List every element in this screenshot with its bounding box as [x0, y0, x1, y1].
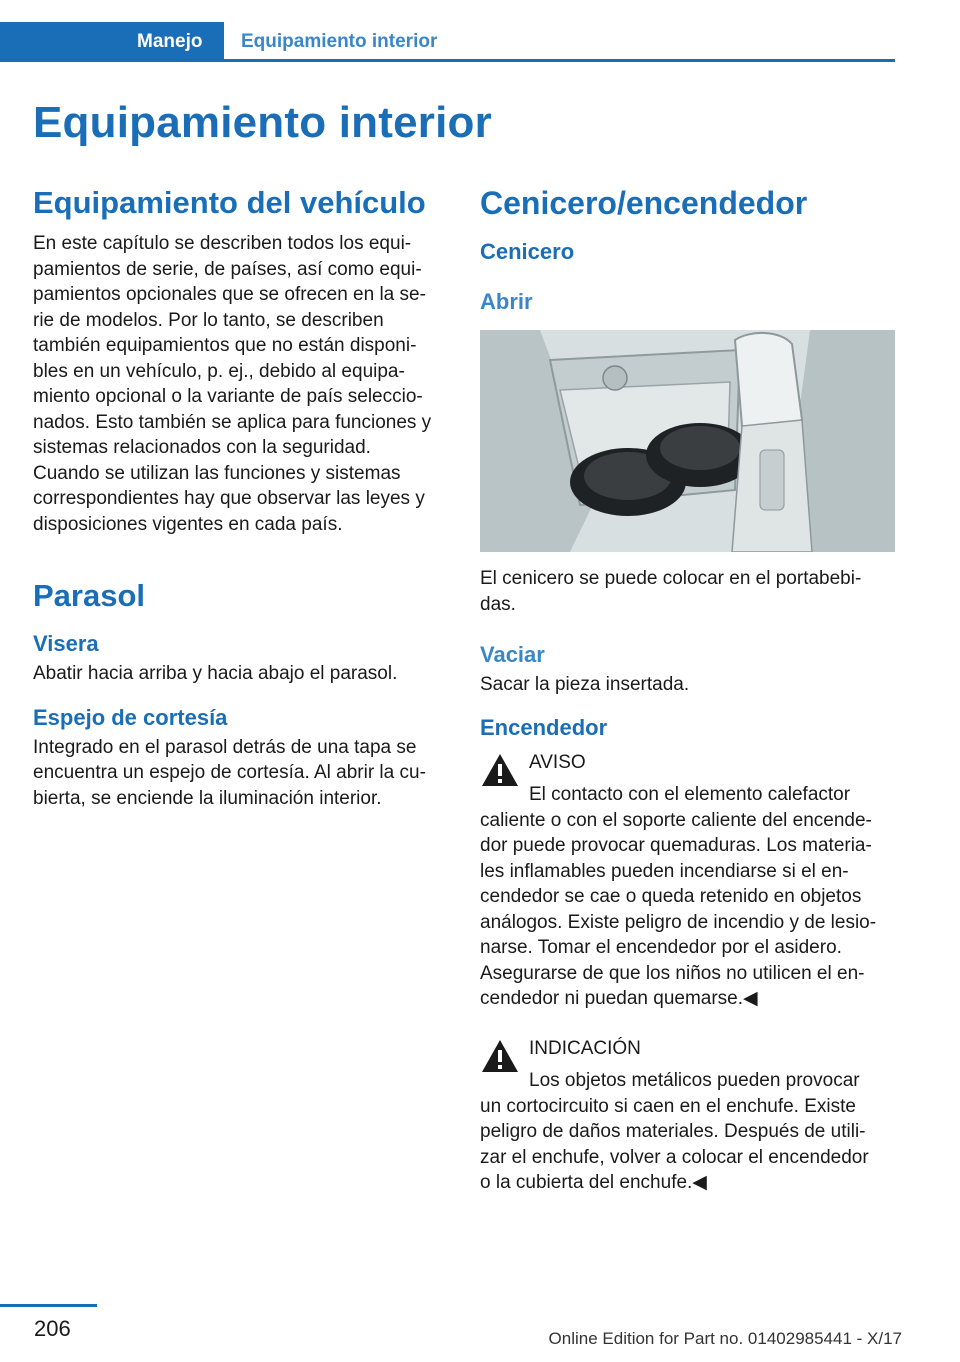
header-rule: [224, 59, 895, 62]
text-line: narse. Tomar el encendedor por el asidero.: [480, 937, 842, 958]
page-title: Equipamiento interior: [33, 98, 492, 147]
text-line: correspondientes hay que observar las leyes y: [33, 488, 425, 509]
page-number: 206: [34, 1316, 71, 1341]
text-line: también equipamientos que no están disponi-: [33, 335, 417, 356]
text-line: o la cubierta del enchufe.◀: [480, 1172, 707, 1193]
ashtray-illustration: [480, 330, 895, 552]
aviso-warning: [480, 750, 895, 1012]
text-line: un cortocircuito si caen en el enchufe. Existe: [480, 1095, 856, 1117]
text-line: miento opcional o la variante de país seleccio-: [33, 386, 423, 407]
text-line: pamientos opcionales que se ofrecen en la se-: [33, 284, 426, 305]
text-line: les inflamables pueden incendiarse si el en-: [480, 860, 849, 882]
vaciar-text: Sacar la pieza insertada.: [480, 674, 690, 695]
espejo-text: [33, 735, 448, 812]
text-line: cendedor se cae o queda retenido en objetos: [480, 886, 862, 907]
vehicle-equipment-heading: Equipamiento del vehículo: [33, 185, 426, 220]
text-line: encuentra un espejo de cortesía. Al abrir la cu-: [33, 762, 426, 783]
aviso-first-line: El contacto con el elemento calefactor: [529, 784, 851, 805]
edition-note: Online Edition for Part no. 01402985441 - X/17: [548, 1329, 902, 1348]
text-line: caliente o con el soporte caliente del encende-: [480, 809, 872, 831]
cenicero-heading: Cenicero: [480, 239, 575, 264]
espejo-heading: Espejo de cortesía: [33, 704, 228, 730]
indicacion-first-line: Los objetos metálicos pueden provocar: [529, 1070, 860, 1091]
indicacion-notice: [480, 1036, 895, 1196]
abrir-heading: Abrir: [480, 289, 533, 314]
text-line: Asegurarse de que los niños no utilicen el en-: [480, 962, 865, 984]
abrir-text: [480, 566, 895, 617]
text-line: análogos. Existe peligro de incendio y de lesio-: [480, 911, 877, 933]
vehicle-equipment-text: [33, 231, 448, 537]
indicacion-label: INDICACIÓN: [529, 1037, 641, 1059]
text-line: El cenicero se puede colocar en el portabebi-: [480, 568, 862, 589]
visera-text: Abatir hacia arriba y hacia abajo el parasol.: [33, 663, 398, 684]
breadcrumb-section[interactable]: Equipamiento interior: [241, 31, 438, 52]
text-line: dor puede provocar quemaduras. Los materia-: [480, 835, 872, 856]
text-line: rie de modelos. Por lo tanto, se describen: [33, 309, 384, 331]
text-line: nados. Esto también se aplica para funciones y: [33, 411, 432, 433]
parasol-heading: Parasol: [33, 578, 146, 613]
visera-heading: Visera: [33, 631, 99, 656]
text-line: sistemas relacionados con la seguridad.: [33, 437, 371, 458]
text-line: pamientos de serie, de países, así como equi-: [33, 258, 422, 280]
warning-triangle-icon: [480, 1038, 520, 1074]
text-line: Cuando se utilizan las funciones y sistemas: [33, 462, 401, 484]
encendedor-heading: Encendedor: [480, 714, 608, 740]
header-bar: [0, 22, 895, 62]
text-line: bierta, se enciende la iluminación interior.: [33, 787, 382, 809]
vaciar-heading: Vaciar: [480, 642, 545, 667]
warning-triangle-icon: [480, 752, 520, 788]
breadcrumb-chapter[interactable]: Manejo: [137, 31, 203, 52]
text-line: cendedor ni puedan quemarse.◀: [480, 988, 758, 1009]
text-line: En este capítulo se describen todos los equi-: [33, 233, 412, 254]
text-line: das.: [480, 593, 516, 615]
cenicero-encendedor-heading: Cenicero/encendedor: [480, 185, 808, 221]
text-line: peligro de daños materiales. Después de utili-: [480, 1121, 866, 1142]
left-column: [33, 184, 448, 811]
right-column: [480, 184, 895, 1196]
footer-rule: [0, 1304, 97, 1307]
text-line: bles en un vehículo, p. ej., debido al equipa-: [33, 360, 405, 382]
text-line: Integrado en el parasol detrás de una tapa se: [33, 736, 417, 758]
aviso-label: AVISO: [529, 751, 586, 773]
text-line: zar el enchufe, volver a colocar el encendedor: [480, 1146, 869, 1168]
text-line: disposiciones vigentes en cada país.: [33, 513, 343, 535]
